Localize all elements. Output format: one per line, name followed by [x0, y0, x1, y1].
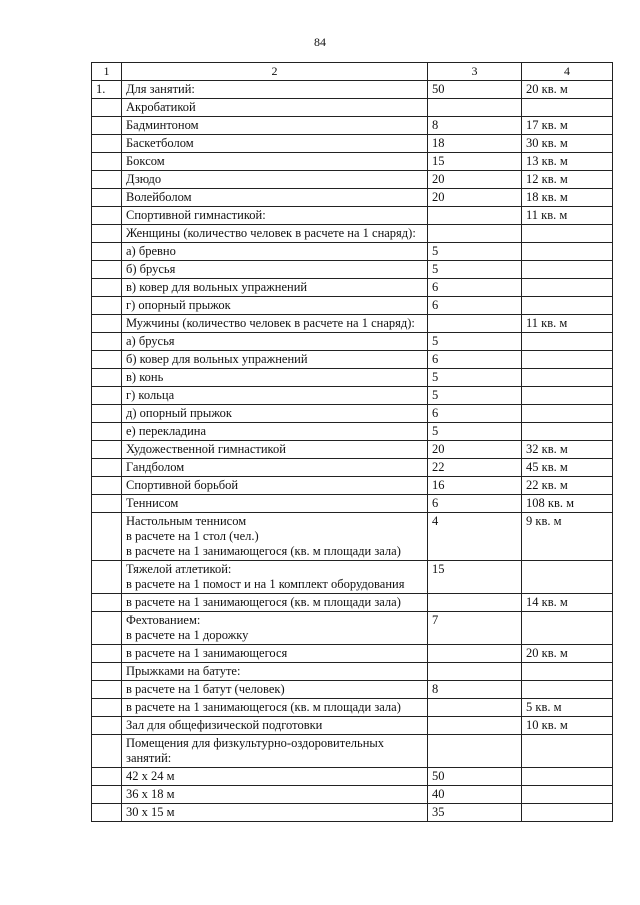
row-area-cell	[522, 351, 613, 369]
row-count-cell: 35	[428, 804, 522, 822]
row-number-cell	[92, 477, 122, 495]
row-area-cell	[522, 423, 613, 441]
row-label-cell: а) бревно	[122, 243, 428, 261]
norms-table	[91, 62, 613, 822]
row-count-cell: 5	[428, 333, 522, 351]
table-row	[92, 681, 613, 699]
row-label-cell: Акробатикой	[122, 99, 428, 117]
table-row	[92, 81, 613, 99]
row-area-cell	[522, 735, 613, 768]
row-count-cell: 7	[428, 612, 522, 645]
table-row	[92, 459, 613, 477]
table-row	[92, 279, 613, 297]
table-row	[92, 645, 613, 663]
row-area-cell	[522, 99, 613, 117]
row-count-cell: 6	[428, 495, 522, 513]
table-row	[92, 786, 613, 804]
table-row	[92, 153, 613, 171]
row-count-cell	[428, 225, 522, 243]
header-col-2: 2	[122, 63, 428, 81]
row-label-cell: в расчете на 1 занимающегося (кв. м площади зала)	[122, 699, 428, 717]
row-label-cell: 30 х 15 м	[122, 804, 428, 822]
table-row	[92, 261, 613, 279]
row-number-cell	[92, 225, 122, 243]
row-label-cell: в) ковер для вольных упражнений	[122, 279, 428, 297]
row-label-cell: Настольным теннисом в расчете на 1 стол (чел.) в расчете на 1 занимающегося (кв. м площади зала)	[122, 513, 428, 561]
row-number-cell	[92, 441, 122, 459]
row-label-cell: г) кольца	[122, 387, 428, 405]
table-row	[92, 135, 613, 153]
table-row	[92, 477, 613, 495]
row-area-cell: 30 кв. м	[522, 135, 613, 153]
row-number-cell	[92, 681, 122, 699]
table-row	[92, 423, 613, 441]
row-count-cell: 50	[428, 768, 522, 786]
row-count-cell: 20	[428, 171, 522, 189]
row-label-cell: в) конь	[122, 369, 428, 387]
row-area-cell	[522, 297, 613, 315]
row-number-cell	[92, 699, 122, 717]
header-row	[92, 63, 613, 81]
row-number-cell	[92, 717, 122, 735]
row-count-cell	[428, 735, 522, 768]
row-count-cell	[428, 699, 522, 717]
row-area-cell: 17 кв. м	[522, 117, 613, 135]
table-row	[92, 117, 613, 135]
row-count-cell: 40	[428, 786, 522, 804]
row-count-cell: 6	[428, 405, 522, 423]
table-row	[92, 768, 613, 786]
table-row	[92, 717, 613, 735]
row-label-cell: Фехтованием: в расчете на 1 дорожку	[122, 612, 428, 645]
row-area-cell: 45 кв. м	[522, 459, 613, 477]
row-count-cell	[428, 99, 522, 117]
row-label-cell: г) опорный прыжок	[122, 297, 428, 315]
row-number-cell: 1.	[92, 81, 122, 99]
row-label-cell: Теннисом	[122, 495, 428, 513]
row-label-cell: д) опорный прыжок	[122, 405, 428, 423]
row-area-cell	[522, 279, 613, 297]
row-area-cell	[522, 804, 613, 822]
table-row	[92, 594, 613, 612]
row-count-cell: 5	[428, 261, 522, 279]
row-label-cell: Художественной гимнастикой	[122, 441, 428, 459]
row-label-cell: Баскетболом	[122, 135, 428, 153]
table-row	[92, 441, 613, 459]
row-number-cell	[92, 645, 122, 663]
row-number-cell	[92, 99, 122, 117]
row-count-cell: 6	[428, 351, 522, 369]
row-area-cell: 14 кв. м	[522, 594, 613, 612]
row-count-cell: 8	[428, 681, 522, 699]
row-count-cell: 15	[428, 153, 522, 171]
row-number-cell	[92, 768, 122, 786]
table-row	[92, 297, 613, 315]
row-label-cell: Тяжелой атлетикой: в расчете на 1 помост и на 1 комплект оборудования	[122, 561, 428, 594]
row-count-cell: 6	[428, 297, 522, 315]
row-label-cell: е) перекладина	[122, 423, 428, 441]
table-row	[92, 315, 613, 333]
row-area-cell: 13 кв. м	[522, 153, 613, 171]
table-row	[92, 663, 613, 681]
row-number-cell	[92, 735, 122, 768]
row-label-cell: а) брусья	[122, 333, 428, 351]
row-label-cell: Спортивной борьбой	[122, 477, 428, 495]
row-number-cell	[92, 804, 122, 822]
table-row	[92, 612, 613, 645]
row-label-cell: Помещения для физкультурно-оздоровительных занятий:	[122, 735, 428, 768]
row-number-cell	[92, 405, 122, 423]
table-row	[92, 243, 613, 261]
table-row	[92, 513, 613, 561]
table-row	[92, 351, 613, 369]
row-area-cell	[522, 243, 613, 261]
row-area-cell	[522, 681, 613, 699]
row-number-cell	[92, 495, 122, 513]
row-count-cell	[428, 594, 522, 612]
row-number-cell	[92, 189, 122, 207]
row-area-cell: 12 кв. м	[522, 171, 613, 189]
table-row	[92, 495, 613, 513]
row-count-cell: 20	[428, 189, 522, 207]
row-number-cell	[92, 369, 122, 387]
table-row	[92, 387, 613, 405]
table-row	[92, 333, 613, 351]
row-number-cell	[92, 171, 122, 189]
row-number-cell	[92, 351, 122, 369]
row-number-cell	[92, 279, 122, 297]
row-area-cell	[522, 333, 613, 351]
row-label-cell: в расчете на 1 занимающегося (кв. м площади зала)	[122, 594, 428, 612]
row-count-cell: 5	[428, 387, 522, 405]
row-number-cell	[92, 135, 122, 153]
row-count-cell	[428, 645, 522, 663]
row-number-cell	[92, 561, 122, 594]
row-number-cell	[92, 786, 122, 804]
table-row	[92, 405, 613, 423]
row-number-cell	[92, 612, 122, 645]
table-row	[92, 561, 613, 594]
row-label-cell: 36 х 18 м	[122, 786, 428, 804]
row-number-cell	[92, 459, 122, 477]
row-label-cell: Бадминтоном	[122, 117, 428, 135]
row-label-cell: Дзюдо	[122, 171, 428, 189]
row-count-cell: 18	[428, 135, 522, 153]
row-area-cell: 32 кв. м	[522, 441, 613, 459]
row-area-cell	[522, 612, 613, 645]
row-area-cell	[522, 561, 613, 594]
table-row	[92, 735, 613, 768]
row-label-cell: Мужчины (количество человек в расчете на 1 снаряд):	[122, 315, 428, 333]
row-count-cell: 16	[428, 477, 522, 495]
row-number-cell	[92, 153, 122, 171]
row-area-cell: 9 кв. м	[522, 513, 613, 561]
table-row	[92, 99, 613, 117]
row-label-cell: в расчете на 1 батут (человек)	[122, 681, 428, 699]
row-label-cell: б) брусья	[122, 261, 428, 279]
table-row	[92, 369, 613, 387]
row-count-cell: 5	[428, 423, 522, 441]
header-col-4: 4	[522, 63, 613, 81]
row-area-cell	[522, 663, 613, 681]
row-number-cell	[92, 387, 122, 405]
row-count-cell: 6	[428, 279, 522, 297]
row-number-cell	[92, 333, 122, 351]
row-count-cell: 8	[428, 117, 522, 135]
row-area-cell: 22 кв. м	[522, 477, 613, 495]
row-number-cell	[92, 315, 122, 333]
row-area-cell: 11 кв. м	[522, 207, 613, 225]
row-area-cell: 5 кв. м	[522, 699, 613, 717]
row-number-cell	[92, 117, 122, 135]
row-label-cell: Зал для общефизической подготовки	[122, 717, 428, 735]
row-label-cell: Женщины (количество человек в расчете на 1 снаряд):	[122, 225, 428, 243]
row-area-cell	[522, 405, 613, 423]
row-label-cell: в расчете на 1 занимающегося	[122, 645, 428, 663]
table-row	[92, 699, 613, 717]
row-number-cell	[92, 261, 122, 279]
row-count-cell: 15	[428, 561, 522, 594]
row-label-cell: Прыжками на батуте:	[122, 663, 428, 681]
row-count-cell: 22	[428, 459, 522, 477]
table-row	[92, 804, 613, 822]
row-count-cell: 20	[428, 441, 522, 459]
row-number-cell	[92, 243, 122, 261]
table-row	[92, 171, 613, 189]
row-label-cell: Гандболом	[122, 459, 428, 477]
row-number-cell	[92, 513, 122, 561]
row-count-cell: 5	[428, 243, 522, 261]
row-label-cell: Для занятий:	[122, 81, 428, 99]
row-number-cell	[92, 423, 122, 441]
row-number-cell	[92, 594, 122, 612]
row-area-cell	[522, 369, 613, 387]
row-count-cell: 5	[428, 369, 522, 387]
row-area-cell	[522, 387, 613, 405]
row-label-cell: Волейболом	[122, 189, 428, 207]
page-number: 84	[314, 35, 326, 49]
row-area-cell: 18 кв. м	[522, 189, 613, 207]
row-count-cell: 50	[428, 81, 522, 99]
header-col-3: 3	[428, 63, 522, 81]
row-label-cell: Спортивной гимнастикой:	[122, 207, 428, 225]
row-number-cell	[92, 297, 122, 315]
row-count-cell	[428, 207, 522, 225]
row-count-cell	[428, 315, 522, 333]
header-col-1: 1	[92, 63, 122, 81]
table-row	[92, 189, 613, 207]
row-area-cell	[522, 225, 613, 243]
row-count-cell	[428, 663, 522, 681]
row-area-cell	[522, 768, 613, 786]
row-area-cell: 20 кв. м	[522, 81, 613, 99]
row-number-cell	[92, 663, 122, 681]
table-row	[92, 207, 613, 225]
row-count-cell: 4	[428, 513, 522, 561]
row-label-cell: 42 х 24 м	[122, 768, 428, 786]
table-row	[92, 225, 613, 243]
row-count-cell	[428, 717, 522, 735]
row-area-cell	[522, 261, 613, 279]
row-area-cell: 10 кв. м	[522, 717, 613, 735]
row-number-cell	[92, 207, 122, 225]
row-area-cell	[522, 786, 613, 804]
row-area-cell: 11 кв. м	[522, 315, 613, 333]
row-label-cell: Боксом	[122, 153, 428, 171]
row-area-cell: 108 кв. м	[522, 495, 613, 513]
row-area-cell: 20 кв. м	[522, 645, 613, 663]
row-label-cell: б) ковер для вольных упражнений	[122, 351, 428, 369]
